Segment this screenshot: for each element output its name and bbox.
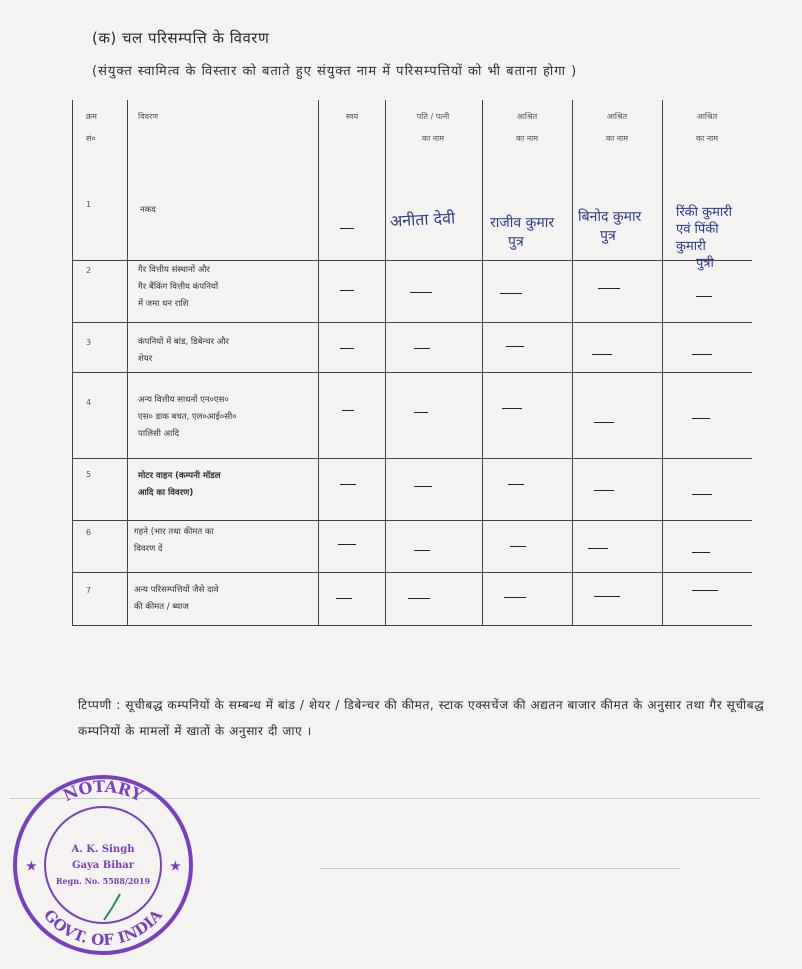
dash-mark [504, 597, 526, 598]
row-divider [72, 260, 752, 261]
section-subtitle: (संयुक्त स्वामित्व के विस्तार को बताते हुए संयुक्त नाम में परिसम्पत्तियों को भी बताना होगा ) [92, 64, 578, 79]
row-divider [72, 572, 752, 573]
footnote: टिप्पणी : सूचीबद्ध कम्पनियों के सम्बन्ध में बांड / शेयर / डिबेन्चर की कीमत, स्टाक एक्सचेंज की अद्यतन बाजार कीमत के अनुसार तथा गैर सूचीबद्ध कम्पनियों के मामलों में खातों के अनुसार दी जाए । [78, 698, 765, 738]
row-divider [72, 372, 752, 373]
faint-line [320, 868, 680, 869]
row-description: नकद [140, 205, 156, 215]
dash-mark [692, 494, 712, 495]
col-divider [385, 100, 386, 626]
handwritten-spouse-name: अनीता देवी [389, 208, 456, 231]
row-divider [72, 322, 752, 323]
row-description: मोटर वाहन (कम्पनी मॉडल आदि का विवरण) [138, 471, 221, 498]
dash-mark [502, 408, 522, 409]
seal-star-icon: ★ [170, 859, 181, 873]
seal-place: Gaya Bihar [71, 860, 135, 871]
dash-mark [336, 598, 352, 599]
seal-bottom-text: GOVT. OF INDIA [39, 906, 167, 950]
dash-mark [598, 288, 620, 289]
dash-mark [692, 552, 710, 553]
row-divider [72, 458, 752, 459]
dash-mark [500, 293, 522, 294]
dash-mark [408, 598, 430, 599]
row-serial: 2 [86, 266, 92, 275]
signature-tick-icon [104, 894, 120, 920]
row-description: गैर वित्तीय संस्थानों और गैर बैंकिंग वित्तीय कंपनियों में जमा धन राशि [138, 265, 219, 309]
row-serial: 5 [86, 470, 92, 479]
seal-name: A. K. Singh [71, 844, 135, 855]
col-divider [662, 100, 663, 626]
header-dependent-1: आश्रित का नाम [515, 112, 539, 143]
row-serial: 6 [86, 528, 92, 537]
dash-mark [506, 346, 524, 347]
col-divider [127, 100, 128, 626]
dash-mark [592, 354, 612, 355]
dash-mark [340, 484, 356, 485]
dash-mark [594, 422, 614, 423]
dash-mark [338, 544, 356, 545]
dash-mark [696, 296, 712, 297]
row-serial: 1 [86, 200, 92, 209]
dash-mark [588, 548, 608, 549]
dash-mark [410, 292, 432, 293]
col-divider [572, 100, 573, 626]
dash-mark [692, 418, 710, 419]
row-serial: 4 [86, 398, 92, 407]
col-divider [482, 100, 483, 626]
dash-mark [692, 354, 712, 355]
seal-top-text: NOTARY [60, 776, 146, 806]
handwritten-dependent-2: बिनोद कुमार पुत्र [578, 209, 642, 244]
dash-mark [414, 550, 430, 551]
header-spouse: पति / पत्नी का नाम [416, 112, 450, 143]
handwritten-dependent-3: रिंकी कुमारी एवं पिंकी कुमारी पुत्री [676, 205, 732, 271]
dash-mark [692, 590, 718, 591]
dash-mark [340, 290, 354, 291]
section-title: (क) चल परिसम्पत्ति के विवरण [92, 29, 270, 47]
seal-registration: Regn. No. 5588/2019 [55, 876, 151, 886]
dash-mark [414, 486, 432, 487]
dash-mark [340, 348, 354, 349]
row-serial: 7 [86, 586, 92, 595]
table-border-bottom [72, 625, 752, 626]
row-description: कंपनियों में बांड, डिबेन्चर और शेयर [138, 337, 229, 364]
notary-seal-icon [8, 770, 198, 960]
row-serial: 3 [86, 338, 92, 347]
table-border-left [72, 100, 73, 626]
header-dependent-3: आश्रित का नाम [695, 112, 719, 143]
row-description: अन्य परिसम्पत्तियों जैसे दावे की कीमत / ब्याज [134, 585, 219, 612]
row-description: गहने (भार तथा कीमत का विवरण दें [134, 527, 214, 554]
dash-mark [414, 348, 430, 349]
header-dependent-2: आश्रित का नाम [605, 112, 629, 143]
row-description: अन्य वित्तीय साधनों एन०एस० एस० डाक बचत, एल०आई०सी० पालिसी आदि [138, 395, 237, 439]
dash-mark [594, 490, 614, 491]
dash-mark [414, 412, 428, 413]
dash-mark [510, 546, 526, 547]
row-divider [72, 520, 752, 521]
header-serial: क्रम सं० [86, 112, 97, 143]
seal-star-icon: ★ [26, 859, 37, 873]
header-description: विवरण [138, 112, 159, 121]
dash-mark [342, 410, 354, 411]
dash-mark [594, 596, 620, 597]
header-self: स्वयं [345, 112, 359, 121]
col-divider [318, 100, 319, 626]
handwritten-dependent-1: राजीव कुमार पुत्र [490, 215, 555, 250]
movable-assets-table [72, 100, 752, 626]
dash-mark [508, 484, 524, 485]
dash-mark [340, 228, 354, 229]
